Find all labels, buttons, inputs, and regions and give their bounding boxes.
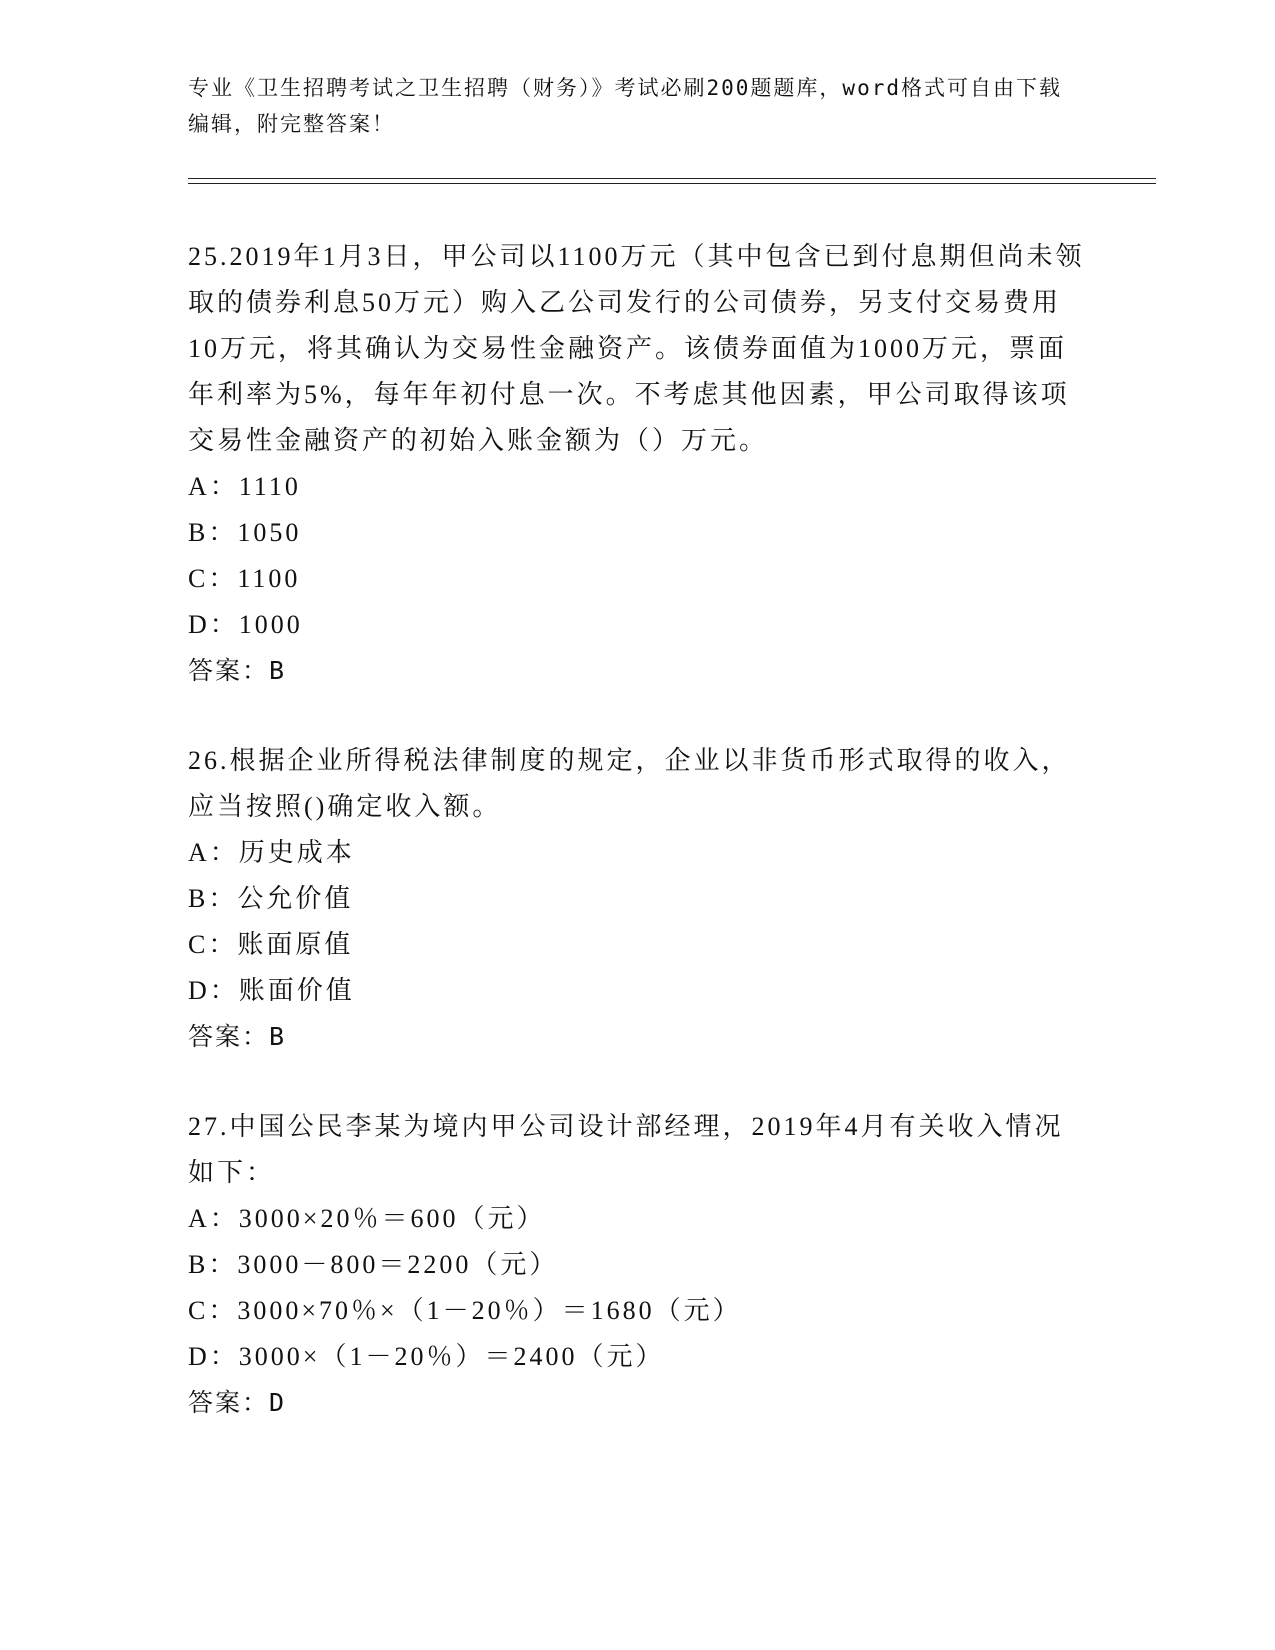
question-26: [188, 738, 1088, 1060]
header-divider-bottom: [188, 183, 1156, 184]
option-a: A：1110: [188, 472, 301, 501]
answer: 答案：B: [188, 1022, 287, 1051]
document-header: 专业《卫生招聘考试之卫生招聘（财务）》考试必刷200题题库，word格式可自由下载编辑，附完整答案！: [188, 76, 1062, 136]
option-c: C：账面原值: [188, 930, 354, 959]
question-27: [188, 1104, 1088, 1426]
answer: 答案：D: [188, 1388, 287, 1417]
question-stem: 26.根据企业所得税法律制度的规定，企业以非货币形式取得的收入，应当按照()确定收入额。: [188, 746, 1071, 821]
option-d: D：1000: [188, 610, 303, 639]
header-divider-top: [188, 178, 1156, 179]
option-a: A：3000×20％＝600（元）: [188, 1204, 546, 1233]
option-d: D：3000×（1－20％）＝2400（元）: [188, 1342, 665, 1371]
option-b: B：公允价值: [188, 884, 354, 913]
answer: 答案：B: [188, 656, 287, 685]
question-stem: 25.2019年1月3日，甲公司以1100万元（其中包含已到付息期但尚未领取的债券利息50万元）购入乙公司发行的公司债券，另支付交易费用10万元，将其确认为交易性金融资产。该债券面值为1000万元，票面年利率为5%，每年年初付息一次。不考虑其他因素，甲公司取得该项交易性金融资产的初始入账金额为（）万元。: [188, 242, 1085, 455]
option-c: C：1100: [188, 564, 301, 593]
option-a: A：历史成本: [188, 838, 355, 867]
option-b: B：1050: [188, 518, 302, 547]
option-c: C：3000×70％×（1－20％）＝1680（元）: [188, 1296, 742, 1325]
question-25: [188, 234, 1088, 694]
option-d: D：账面价值: [188, 976, 355, 1005]
option-b: B：3000－800＝2200（元）: [188, 1250, 559, 1279]
question-stem: 27.中国公民李某为境内甲公司设计部经理，2019年4月有关收入情况如下：: [188, 1112, 1064, 1187]
